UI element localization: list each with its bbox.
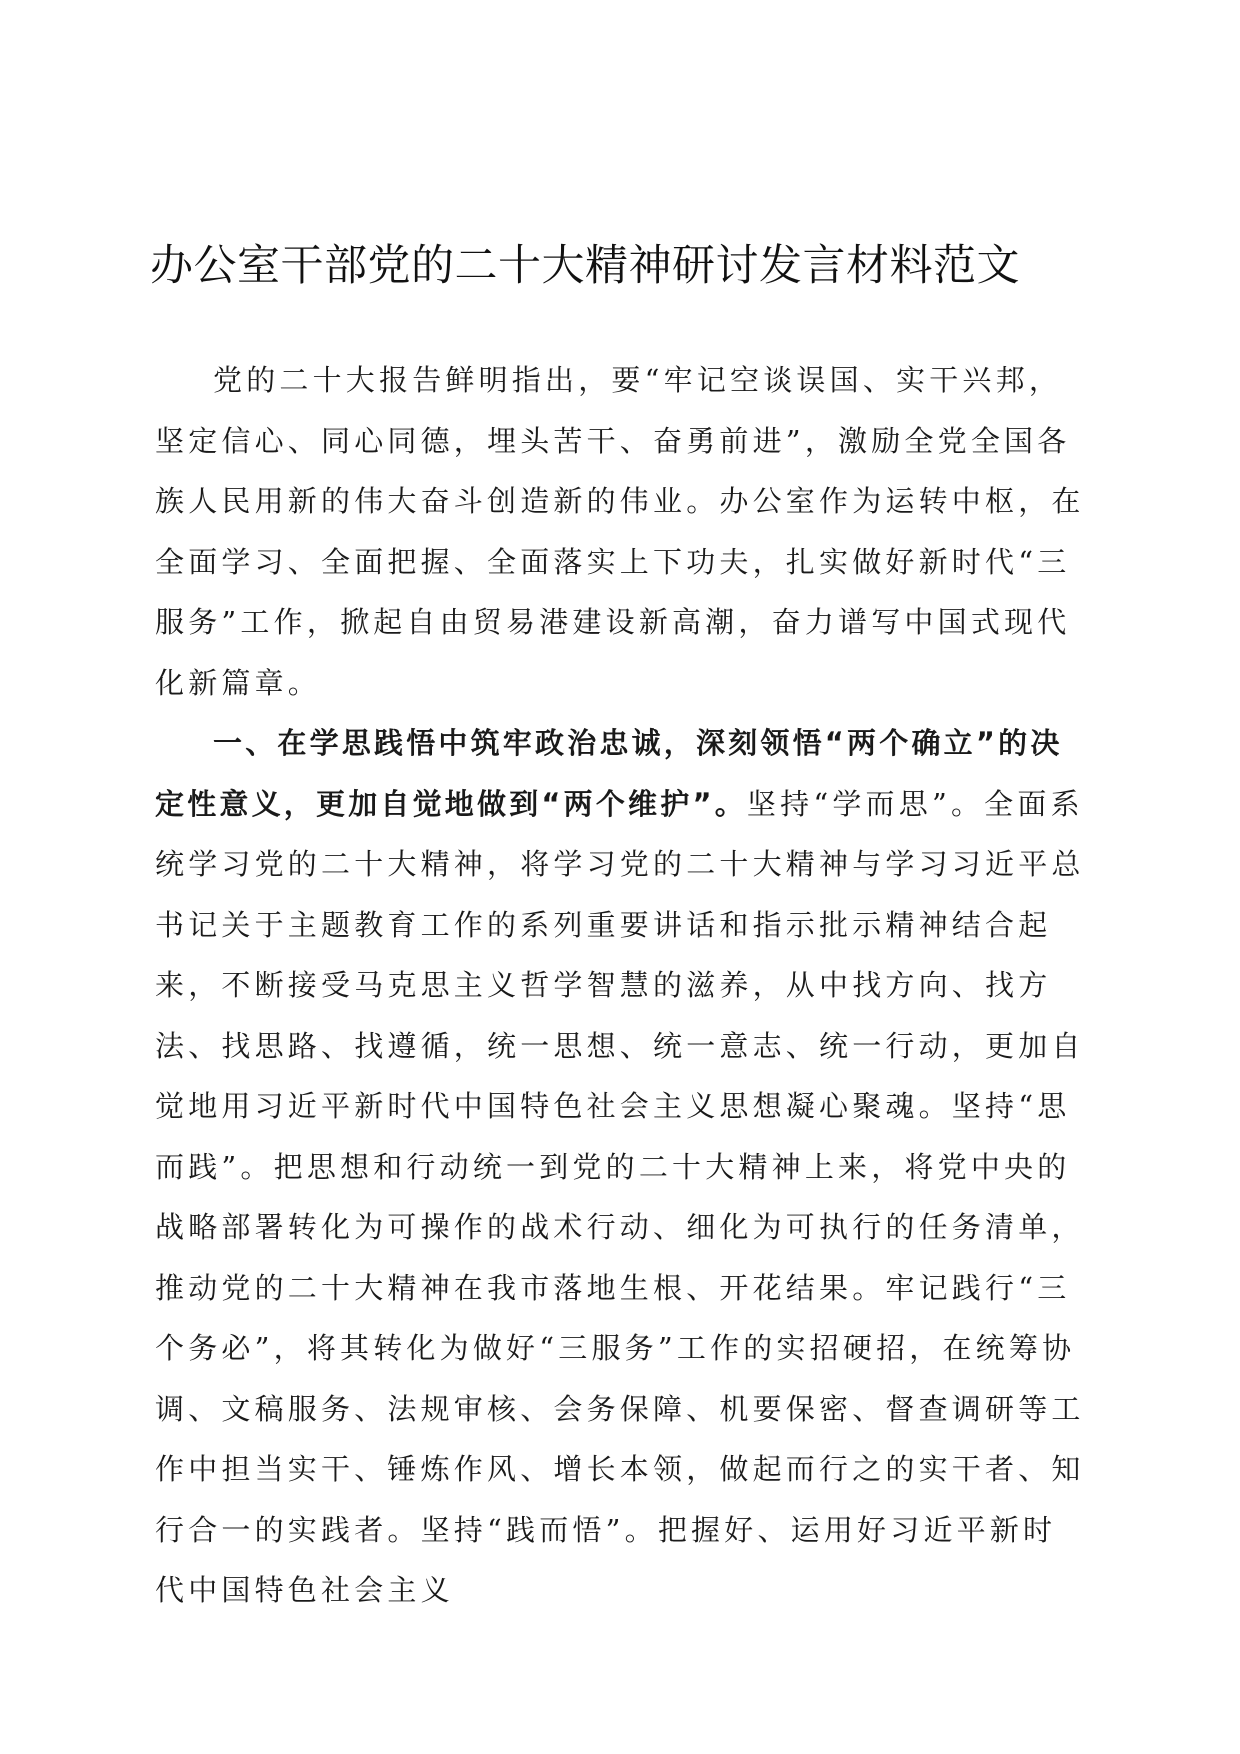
document-title: 办公室干部党的二十大精神研讨发言材料范文 — [150, 241, 1020, 291]
intro-paragraph — [155, 350, 1085, 713]
document-body — [155, 350, 1085, 1621]
section-one-paragraph — [155, 713, 1085, 1621]
section-one-heading: 一、在学思践悟中筑牢政治忠诚，深刻领悟“两个确立”的决定性意义，更加自觉地做到“两个维护”。 — [155, 726, 1063, 821]
section-one-text: 坚持“学而思”。全面系统学习党的二十大精神，将学习党的二十大精神与学习习近平总书记关于主题教育工作的系列重要讲话和指示批示精神结合起来，不断接受马克思主义哲学智慧的滋养，从中找方向、找方法、找思路、找遵循，统一思想、统一意志、统一行动，更加自觉地用习近平新时代中国特色社会主义思想凝心聚魂。坚持“思而践”。把思想和行动统一到党的二十大精神上来，将党中央的战略部署转化为可操作的战术行动、细化为可执行的任务清单，推动党的二十大精神在我市落地生根、开花结果。牢记践行“三个务必”，将其转化为做好“三服务”工作的实招硬招，在统筹协调、文稿服务、法规审核、会务保障、机要保密、督查调研等工作中担当实干、锤炼作风、增长本领，做起而行之的实干者、知行合一的实践者。坚持“践而悟”。把握好、运用好习近平新时代中国特色社会主义 — [155, 786, 1085, 1607]
intro-paragraph-text: 党的二十大报告鲜明指出，要“牢记空谈误国、实干兴邦，坚定信心、同心同德，埋头苦干、奋勇前进”，激励全党全国各族人民用新的伟大奋斗创造新的伟业。办公室作为运转中枢，在全面学习、全面把握、全面落实上下功夫，扎实做好新时代“三服务”工作，掀起自由贸易港建设新高潮，奋力谱写中国式现代化新篇章。 — [155, 363, 1085, 700]
